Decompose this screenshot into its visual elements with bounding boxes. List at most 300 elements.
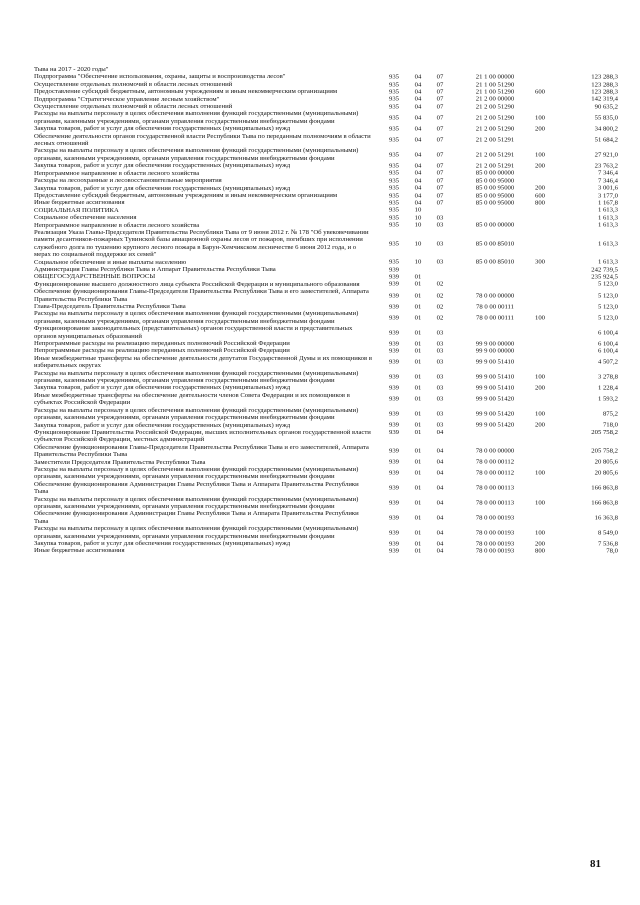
- row-expense-type-code: 100: [534, 528, 546, 536]
- row-amount: 166 863,8: [591, 484, 618, 492]
- row-target-article-code: 21 1 00 00000: [475, 73, 515, 81]
- row-expense-type-code: 300: [534, 258, 546, 266]
- row-section-code: 01: [414, 303, 422, 310]
- row-amount: 7 536,8: [597, 540, 618, 547]
- row-target-article-code: 78 0 00 00193: [475, 514, 515, 522]
- row-description: Заместители Председателя Правительства Республики Тыва: [34, 458, 206, 466]
- row-description: Функционирование высшего должностного лица субъекта Российской Федерации и муниципального образования: [34, 280, 360, 288]
- table-row: [34, 229, 618, 259]
- row-description: Непрограммные расходы на реализацию переданных полномочий Российской Федерации: [34, 340, 290, 348]
- budget-table: [34, 66, 618, 555]
- row-amount: 875,2: [602, 410, 618, 418]
- row-amount: 205 758,2: [591, 447, 618, 455]
- row-subsection-code: 07: [436, 95, 444, 103]
- row-section-code: 01: [414, 314, 422, 322]
- row-section-code: 04: [414, 162, 422, 170]
- row-description: Закупка товаров, работ и услуг для обеспечения государственных (муниципальных) нужд: [34, 421, 291, 429]
- row-target-article-code: 99 9 00 51410: [475, 373, 515, 381]
- row-department-code: 935: [388, 169, 400, 177]
- row-target-article-code: 78 0 00 00111: [476, 314, 514, 322]
- table-row: [34, 340, 618, 347]
- table-row: [34, 185, 618, 192]
- row-department-code: 935: [388, 80, 400, 88]
- row-target-article-code: 85 0 00 85010: [475, 240, 515, 248]
- row-amount: 1 593,2: [597, 395, 618, 403]
- row-amount: 78,0: [606, 547, 618, 555]
- row-section-code: 10: [414, 206, 422, 214]
- row-section-code: 04: [414, 103, 422, 111]
- row-amount: 718,0: [602, 421, 618, 429]
- row-section-code: 01: [414, 395, 422, 403]
- row-description: Расходы на выплаты персоналу в целях обеспечения выполнения функций государственными (муниципальными) органами, казенными учреждениями, органами управления государственными внебюджетными фондами: [34, 465, 359, 481]
- row-department-code: 939: [388, 528, 400, 536]
- row-target-article-code: 99 9 00 00000: [475, 347, 515, 355]
- row-subsection-code: 03: [436, 373, 444, 381]
- row-department-code: 935: [388, 103, 400, 111]
- row-department-code: 939: [388, 447, 400, 455]
- row-section-code: 01: [414, 273, 422, 281]
- row-amount: 3 278,8: [597, 373, 618, 381]
- row-expense-type-code: 100: [534, 410, 546, 418]
- row-expense-type-code: 100: [534, 469, 546, 477]
- row-amount: 7 346,4: [597, 177, 618, 185]
- row-section-code: 04: [414, 80, 422, 88]
- row-subsection-code: 03: [436, 358, 444, 366]
- row-target-article-code: 21 2 00 51290: [475, 114, 515, 122]
- row-amount: 3 177,0: [597, 191, 618, 199]
- row-department-code: 935: [388, 258, 400, 266]
- table-row: [34, 199, 618, 206]
- row-description: Иные бюджетные ассигнования: [34, 547, 125, 555]
- row-department-code: 935: [388, 125, 400, 133]
- row-department-code: 935: [388, 199, 400, 207]
- row-section-code: 04: [414, 114, 422, 122]
- table-row: [34, 133, 618, 148]
- row-expense-type-code: 800: [534, 547, 546, 555]
- table-row: [34, 407, 618, 422]
- row-section-code: 01: [414, 410, 422, 418]
- row-subsection-code: 04: [436, 469, 444, 477]
- row-department-code: 939: [388, 314, 400, 322]
- row-expense-type-code: 100: [534, 151, 546, 159]
- row-subsection-code: 04: [436, 499, 444, 507]
- row-target-article-code: 78 0 00 00111: [476, 303, 514, 310]
- row-section-code: 01: [414, 528, 422, 536]
- row-description: Осуществление отдельных полномочий в области лесных отношений: [34, 103, 233, 111]
- table-row: [34, 147, 618, 162]
- row-department-code: 935: [388, 177, 400, 185]
- row-subsection-code: 07: [436, 162, 444, 170]
- row-target-article-code: 99 9 00 00000: [475, 340, 515, 348]
- table-row: [34, 325, 618, 340]
- row-target-article-code: 21 2 00 51290: [475, 125, 515, 133]
- row-amount: 142 319,4: [591, 95, 618, 103]
- row-target-article-code: 78 0 00 00112: [475, 469, 515, 477]
- table-row: [34, 384, 618, 391]
- row-amount: 3 001,6: [597, 184, 618, 192]
- row-section-code: 04: [414, 151, 422, 159]
- table-row: [34, 125, 618, 132]
- row-subsection-code: 07: [436, 88, 444, 96]
- row-subsection-code: 07: [436, 184, 444, 192]
- row-expense-type-code: 200: [534, 384, 546, 392]
- row-target-article-code: 85 0 00 00000: [475, 169, 515, 177]
- row-subsection-code: 04: [436, 428, 444, 436]
- row-department-code: 935: [388, 214, 400, 222]
- table-row: [34, 192, 618, 199]
- row-section-code: 01: [414, 484, 422, 492]
- row-department-code: 939: [388, 358, 400, 366]
- row-subsection-code: 07: [436, 73, 444, 81]
- row-target-article-code: 78 0 00 00000: [475, 291, 515, 299]
- row-expense-type-code: 100: [534, 373, 546, 381]
- row-target-article-code: 85 0 00 95000: [475, 191, 515, 199]
- row-subsection-code: 03: [436, 347, 444, 355]
- row-department-code: 939: [388, 410, 400, 418]
- row-section-code: 01: [414, 514, 422, 522]
- table-row: [34, 355, 618, 370]
- row-target-article-code: 78 0 00 00193: [475, 547, 515, 555]
- row-target-article-code: 99 9 00 51420: [475, 421, 515, 429]
- row-expense-type-code: 100: [534, 114, 546, 122]
- row-description: Непрограммное направление в области лесного хозяйства: [34, 221, 200, 229]
- row-amount: 6 100,4: [597, 328, 618, 336]
- row-section-code: 01: [414, 469, 422, 477]
- table-row: [34, 66, 618, 73]
- table-row: [34, 496, 618, 511]
- row-amount: 5 123,0: [597, 291, 618, 299]
- row-amount: 7 346,4: [597, 169, 618, 177]
- table-row: [34, 310, 618, 325]
- row-section-code: 04: [414, 177, 422, 185]
- table-row: [34, 162, 618, 169]
- row-department-code: 935: [388, 114, 400, 122]
- table-row: [34, 481, 618, 496]
- row-subsection-code: 03: [436, 340, 444, 348]
- row-department-code: 935: [388, 151, 400, 159]
- row-description: Предоставление субсидий бюджетным, автономным учреждениям и иным некоммерческим организациям: [34, 191, 338, 199]
- row-target-article-code: 85 0 00 95000: [475, 184, 515, 192]
- row-amount: 123 288,3: [591, 88, 618, 96]
- row-subsection-code: 04: [436, 540, 444, 547]
- row-subsection-code: 04: [436, 547, 444, 555]
- row-description: Осуществление отдельных полномочий в области лесных отношений: [34, 80, 233, 88]
- row-subsection-code: 02: [436, 291, 444, 299]
- row-section-code: 04: [414, 169, 422, 177]
- row-amount: 5 123,0: [597, 314, 618, 322]
- row-section-code: 01: [414, 428, 422, 436]
- table-row: [34, 110, 618, 125]
- row-description: Подпрограмма "Стратегическое управление лесным хозяйством": [34, 95, 220, 103]
- row-target-article-code: 21 2 00 51291: [475, 136, 515, 144]
- row-subsection-code: 07: [436, 80, 444, 88]
- row-section-code: 01: [414, 421, 422, 429]
- row-section-code: 01: [414, 458, 422, 466]
- row-subsection-code: 04: [436, 447, 444, 455]
- row-amount: 1 167,8: [597, 199, 618, 207]
- row-section-code: 10: [414, 214, 422, 222]
- row-section-code: 01: [414, 499, 422, 507]
- table-row: [34, 288, 618, 303]
- row-description: Непрограммные расходы на реализацию переданных полномочий Российской Федерации: [34, 347, 290, 355]
- row-target-article-code: 78 0 00 00113: [475, 499, 515, 507]
- row-description: Закупка товаров, работ и услуг для обеспечения государственных (муниципальных) нужд: [34, 125, 291, 133]
- table-row: [34, 370, 618, 385]
- row-description: Закупка товаров, работ и услуг для обеспечения государственных (муниципальных) нужд: [34, 184, 291, 192]
- row-department-code: 935: [388, 221, 400, 229]
- row-section-code: 04: [414, 184, 422, 192]
- row-target-article-code: 78 0 00 00113: [475, 484, 515, 492]
- table-row: [34, 207, 618, 214]
- row-description: Обеспечение функционирования Главы-Председателя Правительства Республики Тыва и его заместителей, Аппарата Правительства Республики Тыва: [34, 443, 369, 459]
- row-department-code: 939: [388, 273, 400, 281]
- table-row: [34, 222, 618, 229]
- table-row: [34, 525, 618, 540]
- row-section-code: 01: [414, 347, 422, 355]
- row-department-code: 939: [388, 328, 400, 336]
- row-subsection-code: 07: [436, 103, 444, 111]
- table-row: [34, 540, 618, 547]
- table-row: [34, 214, 618, 221]
- row-department-code: 939: [388, 280, 400, 288]
- row-description: Непрограммное направление в области лесного хозяйства: [34, 169, 200, 177]
- row-department-code: 939: [388, 514, 400, 522]
- table-row: [34, 392, 618, 407]
- row-department-code: 935: [388, 184, 400, 192]
- row-description: Подпрограмма "Обеспечение использования, охраны, защиты и воспроизводства лесов": [34, 73, 286, 81]
- table-row: [34, 281, 618, 288]
- row-amount: 20 805,6: [594, 458, 618, 466]
- row-subsection-code: 07: [436, 169, 444, 177]
- row-department-code: 939: [388, 540, 400, 547]
- row-department-code: 939: [388, 469, 400, 477]
- row-amount: 5 123,0: [597, 303, 618, 310]
- row-section-code: 01: [414, 547, 422, 555]
- row-description: СОЦИАЛЬНАЯ ПОЛИТИКА: [34, 206, 119, 214]
- row-amount: 242 739,5: [591, 265, 618, 273]
- row-amount: 8 549,0: [597, 528, 618, 536]
- row-subsection-code: 03: [436, 240, 444, 248]
- table-row: [34, 73, 618, 80]
- row-department-code: 939: [388, 303, 400, 310]
- row-subsection-code: 04: [436, 484, 444, 492]
- row-department-code: 939: [388, 484, 400, 492]
- row-amount: 1 613,3: [597, 240, 618, 248]
- row-description: Закупка товаров, работ и услуг для обеспечения государственных (муниципальных) нужд: [34, 162, 291, 170]
- row-department-code: 939: [388, 265, 400, 273]
- row-subsection-code: 03: [436, 395, 444, 403]
- row-department-code: 939: [388, 458, 400, 466]
- table-row: [34, 88, 618, 95]
- row-amount: 1 228,4: [597, 384, 618, 392]
- row-description: Иные межбюджетные трансферты на обеспечение деятельности депутатов Государственной Думы и их помощников в избирательных округах: [34, 354, 373, 370]
- row-section-code: 01: [414, 340, 422, 348]
- table-row: [34, 444, 618, 459]
- row-section-code: 10: [414, 240, 422, 248]
- row-target-article-code: 78 0 00 00193: [475, 540, 515, 547]
- row-section-code: 10: [414, 258, 422, 266]
- table-row: [34, 96, 618, 103]
- row-department-code: 939: [388, 291, 400, 299]
- row-description: Иные межбюджетные трансферты на обеспечение деятельности членов Совета Федерации и их помощников в субъектах Российской Федерации: [34, 391, 350, 407]
- row-amount: 1 613,3: [597, 206, 618, 214]
- row-target-article-code: 78 0 00 00000: [475, 447, 515, 455]
- row-section-code: 01: [414, 358, 422, 366]
- row-target-article-code: 21 1 00 51290: [475, 80, 515, 88]
- row-description: Предоставление субсидий бюджетным, автономным учреждениям и иным некоммерческим организациям: [34, 88, 338, 96]
- row-expense-type-code: 200: [534, 125, 546, 133]
- row-department-code: 935: [388, 73, 400, 81]
- row-target-article-code: 78 0 00 00112: [475, 458, 515, 466]
- row-department-code: 935: [388, 136, 400, 144]
- row-description: Глава-Председатель Правительства Республики Тыва: [34, 303, 186, 310]
- row-target-article-code: 85 0 00 95000: [475, 177, 515, 185]
- row-description: Расходы на выплаты персоналу в целях обеспечения выполнения функций государственными (муниципальными) органами, казенными учреждениями, органами управления государственными внебюджетными фондами: [34, 110, 359, 125]
- table-row: [34, 259, 618, 266]
- row-department-code: 939: [388, 547, 400, 555]
- row-department-code: 935: [388, 162, 400, 170]
- row-amount: 90 635,2: [594, 103, 618, 111]
- row-department-code: 939: [388, 384, 400, 392]
- table-row: [34, 303, 618, 310]
- row-description: Социальное обеспечение населения: [34, 214, 137, 222]
- row-department-code: 939: [388, 373, 400, 381]
- row-expense-type-code: 200: [534, 421, 546, 429]
- table-row: [34, 273, 618, 280]
- row-expense-type-code: 200: [534, 184, 546, 192]
- table-row: [34, 81, 618, 88]
- table-row: [34, 266, 618, 273]
- row-subsection-code: 03: [436, 221, 444, 229]
- row-section-code: 01: [414, 280, 422, 288]
- row-subsection-code: 03: [436, 384, 444, 392]
- row-amount: 205 758,2: [591, 428, 618, 436]
- row-target-article-code: 21 2 00 51291: [475, 151, 515, 159]
- row-amount: 51 684,2: [594, 136, 618, 144]
- row-section-code: 04: [414, 199, 422, 207]
- row-description: Расходы на выплаты персоналу в целях обеспечения выполнения функций государственными (муниципальными) органами, казенными учреждениями, органами управления государственными внебюджетными фондами: [34, 147, 359, 162]
- table-row: [34, 429, 618, 444]
- row-amount: 23 763,2: [594, 162, 618, 170]
- row-department-code: 935: [388, 240, 400, 248]
- row-target-article-code: 21 2 00 51291: [475, 162, 515, 170]
- table-row: [34, 510, 618, 525]
- row-target-article-code: 21 1 00 51290: [475, 88, 515, 96]
- row-subsection-code: 02: [436, 303, 444, 310]
- row-description: Расходы на выплаты персоналу в целях обеспечения выполнения функций государственными (муниципальными) органами, казенными учреждениями, органами управления государственными внебюджетными фондами: [34, 310, 359, 325]
- row-amount: 1 613,3: [597, 221, 618, 229]
- row-subsection-code: 03: [436, 258, 444, 266]
- row-description: Расходы на выплаты персоналу в целях обеспечения выполнения функций государственными (муниципальными) органами, казенными учреждениями, органами управления государственными внебюджетными фондами: [34, 406, 359, 422]
- row-amount: 123 288,3: [591, 73, 618, 81]
- table-row: [34, 347, 618, 354]
- row-description: Администрация Главы Республики Тыва и Аппарат Правительства Республики Тыва: [34, 265, 276, 273]
- row-description: Функционирование законодательных (представительных) органов государственной власти и представительных органов муниципальных образований: [34, 325, 353, 340]
- row-expense-type-code: 600: [534, 88, 546, 96]
- row-amount: 27 921,0: [594, 151, 618, 159]
- row-description: Иные бюджетные ассигнования: [34, 199, 125, 207]
- row-amount: 1 613,3: [597, 214, 618, 222]
- row-department-code: 935: [388, 88, 400, 96]
- table-row: [34, 170, 618, 177]
- row-description: Обеспечение функционирования Администрации Главы Республики Тыва и Аппарата Правительства Республики Тыва: [34, 510, 359, 525]
- row-expense-type-code: 800: [534, 199, 546, 207]
- row-description: Социальное обеспечение и иные выплаты населению: [34, 258, 187, 266]
- row-description: Реализация Указа Главы-Председателя Правительства Республики Тыва от 9 июня 2012 г. № 178 "Об увековечивании памяти десантников-пожарных Тувинской базы авиационной охраны лесов от пожаров, погибших при исполнении служебного долга по тушению крупного лесного пожара в Барун-Хемчикском лесничестве 6 июня 2012 года, и о мерах по социальной поддержке их семей": [34, 228, 369, 259]
- row-target-article-code: 85 0 00 00000: [475, 221, 515, 229]
- row-subsection-code: 07: [436, 125, 444, 133]
- row-expense-type-code: 200: [534, 162, 546, 170]
- row-section-code: 01: [414, 447, 422, 455]
- row-target-article-code: 99 9 00 51410: [475, 358, 515, 366]
- row-target-article-code: 78 0 00 00193: [475, 528, 515, 536]
- row-section-code: 01: [414, 373, 422, 381]
- row-description: ОБЩЕГОСУДАРСТВЕННЫЕ ВОПРОСЫ: [34, 273, 156, 281]
- row-subsection-code: 04: [436, 528, 444, 536]
- table-row: [34, 459, 618, 466]
- row-subsection-code: 07: [436, 136, 444, 144]
- row-subsection-code: 04: [436, 514, 444, 522]
- row-description: Обеспечение деятельности органов государственной власти Республики Тыва по переданным полномочиям в области лесных отношений: [34, 132, 371, 148]
- row-section-code: 04: [414, 88, 422, 96]
- row-subsection-code: 07: [436, 199, 444, 207]
- row-subsection-code: 07: [436, 151, 444, 159]
- row-section-code: 10: [414, 221, 422, 229]
- row-amount: 5 123,0: [597, 280, 618, 288]
- row-section-code: 04: [414, 125, 422, 133]
- row-department-code: 939: [388, 347, 400, 355]
- row-section-code: 04: [414, 73, 422, 81]
- row-target-article-code: 21 2 00 51290: [475, 103, 515, 111]
- row-expense-type-code: 100: [534, 314, 546, 322]
- row-amount: 6 100,4: [597, 340, 618, 348]
- row-description: Обеспечение функционирования Главы-Председателя Правительства Республики Тыва и его заместителей, Аппарата Правительства Республики Тыва: [34, 288, 369, 303]
- table-row: [34, 466, 618, 481]
- row-target-article-code: 99 9 00 51420: [475, 395, 515, 403]
- row-section-code: 04: [414, 136, 422, 144]
- page-number: 81: [590, 858, 601, 870]
- row-description: Расходы на выплаты персоналу в целях обеспечения выполнения функций государственными (муниципальными) органами, казенными учреждениями, органами управления государственными внебюджетными фондами: [34, 495, 359, 510]
- row-subsection-code: 07: [436, 191, 444, 199]
- row-amount: 166 863,8: [591, 499, 618, 507]
- row-department-code: 935: [388, 191, 400, 199]
- row-section-code: 01: [414, 540, 422, 547]
- row-description: Расходы на выплаты персоналу в целях обеспечения выполнения функций государственными (муниципальными) органами, казенными учреждениями, органами управления государственными внебюджетными фондами: [34, 525, 359, 540]
- row-amount: 4 507,2: [597, 358, 618, 366]
- row-subsection-code: 02: [436, 314, 444, 322]
- row-target-article-code: 99 9 00 51410: [475, 384, 515, 392]
- row-description: Тыва на 2017 - 2020 годы": [34, 66, 109, 73]
- row-subsection-code: 07: [436, 114, 444, 122]
- row-expense-type-code: 100: [534, 499, 546, 507]
- row-amount: 20 805,6: [594, 469, 618, 477]
- row-target-article-code: 85 0 00 85010: [475, 258, 515, 266]
- row-department-code: 939: [388, 340, 400, 348]
- row-amount: 34 800,2: [594, 125, 618, 133]
- row-department-code: 939: [388, 395, 400, 403]
- row-description: Расходы на выплаты персоналу в целях обеспечения выполнения функций государственными (муниципальными) органами, казенными учреждениями, органами управления государственными внебюджетными фондами: [34, 369, 359, 385]
- row-description: Закупка товаров, работ и услуг для обеспечения государственных (муниципальных) нужд: [34, 384, 291, 392]
- row-section-code: 04: [414, 95, 422, 103]
- row-section-code: 04: [414, 191, 422, 199]
- row-section-code: 01: [414, 328, 422, 336]
- row-subsection-code: 03: [436, 410, 444, 418]
- row-amount: 16 363,8: [594, 514, 618, 522]
- row-description: Функционирование Правительства Российской Федерации, высших исполнительных органов государственной власти субъектов Российской Федерации, местных администраций: [34, 428, 371, 444]
- row-description: Обеспечение функционирования Администрации Главы Республики Тыва и Аппарата Правительства Республики Тыва: [34, 480, 359, 496]
- row-target-article-code: 85 0 00 95000: [475, 199, 515, 207]
- table-row: [34, 103, 618, 110]
